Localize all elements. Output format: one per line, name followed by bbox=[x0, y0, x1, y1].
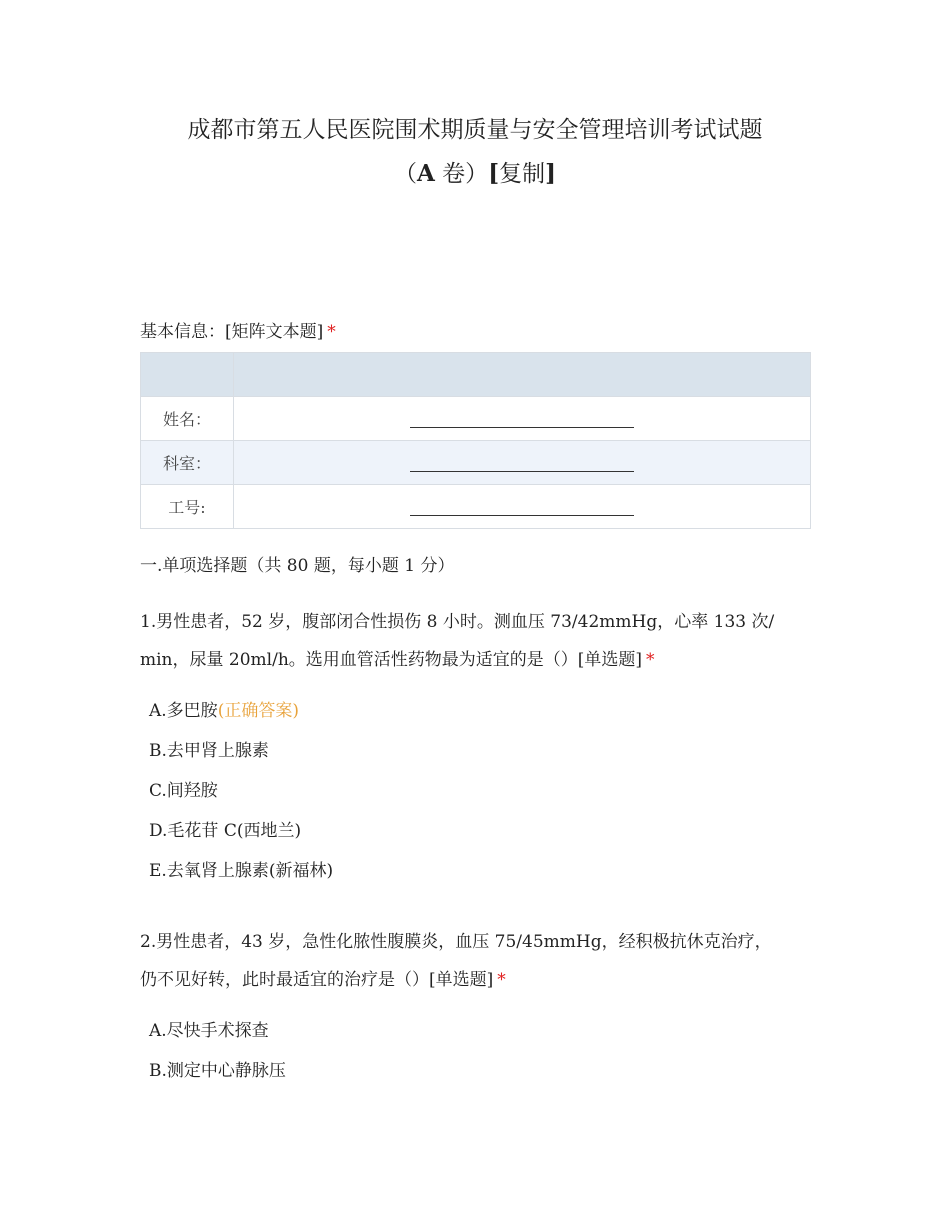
required-mark: * bbox=[497, 970, 506, 990]
question-2-text bbox=[140, 923, 800, 999]
q1-option-e[interactable]: E.去氧肾上腺素(新福林) bbox=[149, 861, 334, 881]
employee-id-field[interactable] bbox=[234, 485, 811, 529]
table-header-row bbox=[141, 353, 811, 397]
section-heading: 一.单项选择题（共 80 题，每小题 1 分） bbox=[140, 556, 455, 576]
q2-option-b[interactable]: B.测定中心静脉压 bbox=[149, 1061, 286, 1081]
name-blank[interactable] bbox=[410, 411, 634, 428]
title-copy-label: 复制 bbox=[499, 161, 546, 187]
q1-option-a-text: A.多巴胺 bbox=[149, 701, 218, 721]
page-title bbox=[0, 108, 950, 196]
basic-info-text: 基本信息：[矩阵文本题] bbox=[140, 322, 324, 342]
question-2-line-2-text: 仍不见好转，此时最适宜的治疗是（）[单选题] bbox=[140, 970, 494, 990]
question-1-line-2-text: min，尿量 20ml/h。选用血管活性药物最为适宜的是（）[单选题] bbox=[140, 650, 643, 670]
question-1-line-1: 1.男性患者，52 岁，腹部闭合性损伤 8 小时。测血压 73/42mmHg，心率 133 次/ bbox=[140, 612, 775, 632]
basic-info-table bbox=[140, 352, 811, 529]
required-mark: * bbox=[327, 322, 336, 342]
title-bracket-close: ] bbox=[545, 160, 556, 187]
q1-option-d[interactable]: D.毛花苷 C(西地兰) bbox=[149, 821, 302, 841]
q1-option-b[interactable]: B.去甲肾上腺素 bbox=[149, 741, 269, 761]
title-bracket-open: [ bbox=[488, 160, 500, 187]
title-paren-open: （ bbox=[394, 161, 418, 187]
table-header-cell bbox=[141, 353, 234, 397]
employee-id-label: 工号: bbox=[141, 485, 234, 529]
title-volume-letter: A bbox=[417, 160, 435, 187]
title-line-2 bbox=[0, 152, 950, 196]
basic-info-label bbox=[140, 317, 336, 342]
table-row-employee-id bbox=[141, 485, 811, 529]
required-mark: * bbox=[646, 650, 655, 670]
department-blank[interactable] bbox=[410, 455, 634, 472]
question-1-text bbox=[140, 603, 800, 679]
table-header-cell bbox=[234, 353, 811, 397]
department-field[interactable] bbox=[234, 441, 811, 485]
question-2-line-2 bbox=[140, 961, 800, 999]
question-2-line-1: 2.男性患者，43 岁，急性化脓性腹膜炎，血压 75/45mmHg，经积极抗休克治疗， bbox=[140, 932, 772, 952]
table-row-name bbox=[141, 397, 811, 441]
question-1-line-2 bbox=[140, 641, 800, 679]
employee-id-blank[interactable] bbox=[410, 499, 634, 516]
name-field[interactable] bbox=[234, 397, 811, 441]
title-volume-suffix: 卷） bbox=[434, 161, 489, 187]
q1-option-c[interactable]: C.间羟胺 bbox=[149, 781, 218, 801]
title-line-1: 成都市第五人民医院围术期质量与安全管理培训考试试题 bbox=[187, 117, 763, 143]
correct-answer-tag: (正确答案) bbox=[217, 701, 299, 721]
table-row-department bbox=[141, 441, 811, 485]
q2-option-a[interactable]: A.尽快手术探查 bbox=[149, 1021, 269, 1041]
name-label: 姓名： bbox=[141, 397, 234, 441]
q1-option-a[interactable] bbox=[149, 696, 299, 721]
department-label: 科室： bbox=[141, 441, 234, 485]
